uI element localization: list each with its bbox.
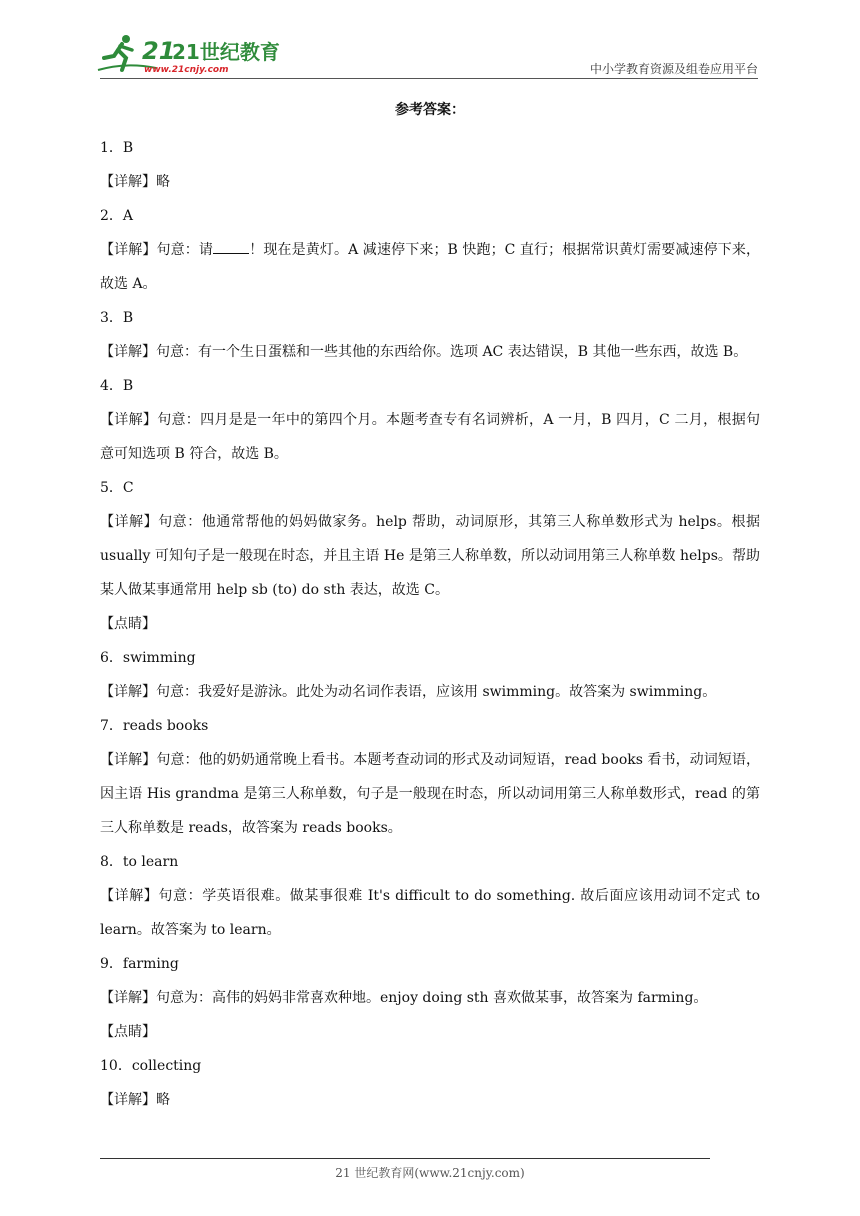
answer-number: 9．farming — [100, 956, 179, 972]
site-logo — [96, 32, 280, 76]
answer-explanation: 【详解】句意：他通常帮他的妈妈做家务。help 帮助，动词原形，其第三人称单数形式为 helps。根据 usually 可知句子是一般现在时态，并且主语 He 是第三人称单数，所以动词用第三人称单数 helps。帮助某人做某事通常用 help sb (to) do sth 表达，故选 C。 — [100, 514, 760, 598]
logo-name: 21世纪教育 — [172, 40, 280, 64]
platform-label: 中小学教育资源及组卷应用平台 — [589, 62, 758, 76]
answer-number: 8．to learn — [100, 854, 179, 870]
answer-explanation: 【详解】句意为：高伟的妈妈非常喜欢种地。enjoy doing sth 喜欢做某事，故答案为 farming。 — [100, 990, 708, 1006]
answer-explanation: 【详解】句意：有一个生日蛋糕和一些其他的东西给你。选项 AC 表达错误，B 其他一些东西，故选 B。 — [100, 344, 748, 360]
answer-number: 3．B — [100, 310, 134, 326]
page-footer: 21 世纪教育网(www.21cnjy.com) — [335, 1166, 525, 1180]
page-header — [96, 32, 758, 78]
footer-divider — [100, 1158, 710, 1159]
answer-tip: 【点睛】 — [100, 616, 156, 632]
answer-explanation: 【详解】句意：学英语很难。做某事很难 It's difficult to do something. 故后面应该用动词不定式 to learn。故答案为 to learn。 — [100, 888, 760, 938]
answer-explanation: 【详解】句意：他的奶奶通常晚上看书。本题考查动词的形式及动词短语，read books 看书，动词短语，因主语 His grandma 是第三人称单数，句子是一般现在时态，所以动词用第三人称单数形式，read 的第三人称单数是 reads，故答案为 reads books。 — [100, 752, 760, 836]
answer-explanation: 【详解】句意：请 ！现在是黄灯。A 减速停下来；B 快跑；C 直行；根据常识黄灯需要减速停下来，故选 A。 — [100, 242, 760, 292]
header-divider — [100, 78, 758, 79]
answer-number: 1．B — [100, 140, 134, 156]
answer-explanation: 【详解】略 — [100, 174, 170, 190]
page-title: 参考答案： — [395, 102, 465, 118]
answer-tip: 【点睛】 — [100, 1024, 156, 1040]
answer-number: 2．A — [100, 208, 134, 224]
answer-number: 6．swimming — [100, 650, 196, 666]
logo-url: www.21cnjy.com — [144, 65, 229, 75]
fill-blank — [213, 241, 249, 254]
answer-number: 7．reads books — [100, 718, 209, 734]
logo-21: 21 — [142, 37, 176, 65]
answer-number: 4．B — [100, 378, 134, 394]
answer-number: 5．C — [100, 480, 134, 496]
answer-explanation: 【详解】句意：四月是是一年中的第四个月。本题考查专有名词辨析，A 一月，B 四月，C 二月，根据句意可知选项 B 符合，故选 B。 — [100, 412, 760, 462]
answer-explanation: 【详解】略 — [100, 1092, 170, 1108]
answer-number: 10．collecting — [100, 1058, 202, 1074]
answer-key — [100, 97, 760, 1117]
answer-explanation: 【详解】句意：我爱好是游泳。此处为动名词作表语，应该用 swimming。故答案为 swimming。 — [100, 684, 717, 700]
